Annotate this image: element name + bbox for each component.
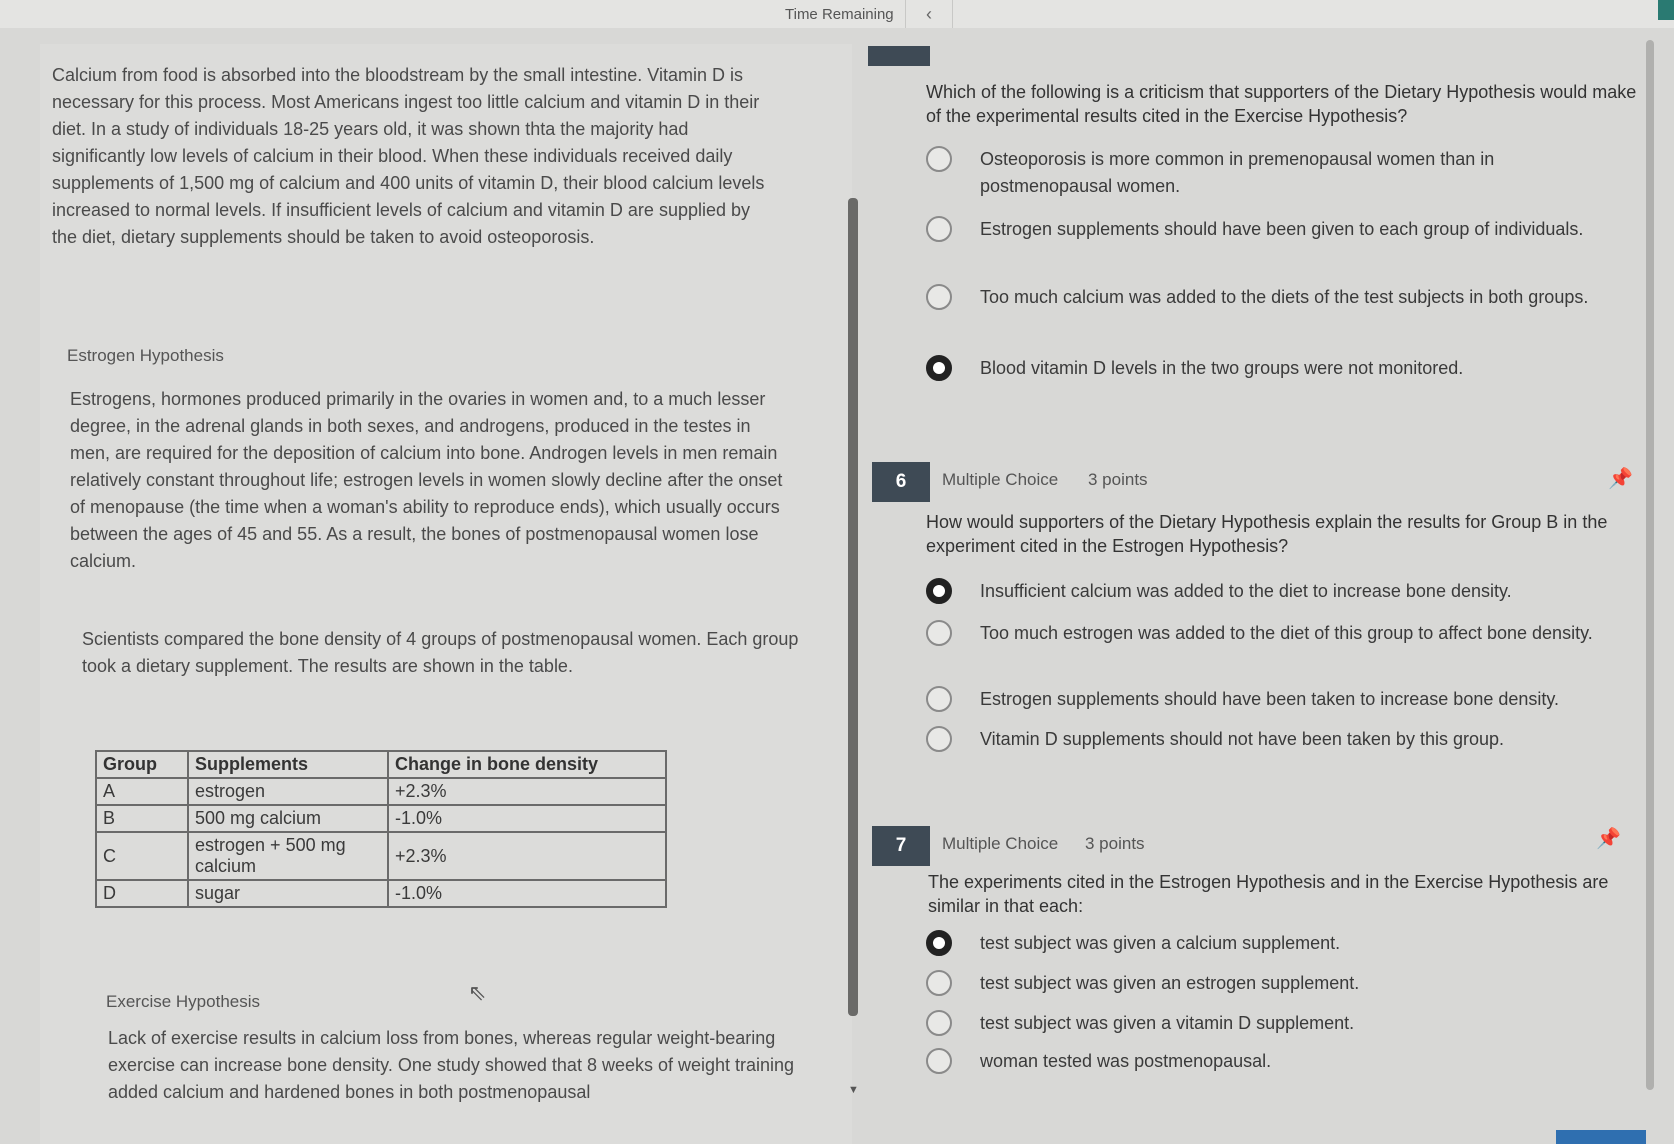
- table-cell: C: [96, 832, 188, 880]
- option-label: test subject was given a vitamin D supplement.: [980, 1013, 1355, 1033]
- passage-paragraph-exercise: Lack of exercise results in calcium loss from bones, whereas regular weight-bearing exercise can increase bone density. One study showed that 8 weeks of weight training added calcium and hardened bones in both postmenopausal: [108, 1028, 795, 1102]
- q6-prompt: How would supporters of the Dietary Hypothesis explain the results for Group B in the experiment cited in the Estrogen Hypothesis?: [926, 512, 1608, 556]
- option-label: Osteoporosis is more common in premenopausal women than in postmenopausal women.: [980, 149, 1495, 196]
- radio-button[interactable]: [926, 970, 952, 996]
- radio-button-selected[interactable]: [926, 578, 952, 604]
- chevron-left-icon: ‹: [926, 3, 932, 24]
- radio-button-selected[interactable]: [926, 355, 952, 381]
- table-cell: -1.0%: [388, 805, 666, 832]
- option-label: Blood vitamin D levels in the two groups were not monitored.: [980, 358, 1464, 378]
- passage-paragraph-experiment: Scientists compared the bone density of 4 groups of postmenopausal women. Each group took a dietary supplement. The results are shown in the table.: [82, 629, 799, 676]
- q5-option-a[interactable]: [926, 146, 1620, 200]
- table-cell: -1.0%: [388, 880, 666, 907]
- q5-option-b[interactable]: [926, 216, 1620, 243]
- right-scrollbar[interactable]: [1646, 40, 1654, 1090]
- q7-option-b[interactable]: [926, 970, 1620, 997]
- mouse-cursor-icon: ⇖: [468, 980, 487, 1005]
- top-bar: [0, 0, 1674, 28]
- corner-marker: [1658, 0, 1674, 20]
- table-header-group: Group: [96, 751, 188, 778]
- estrogen-hypothesis-heading: Estrogen Hypothesis: [67, 346, 224, 365]
- radio-button[interactable]: [926, 1010, 952, 1036]
- table-cell: estrogen: [188, 778, 388, 805]
- q7-option-a[interactable]: [926, 930, 1620, 957]
- q6-option-d[interactable]: [926, 726, 1620, 753]
- question-points: 3 points: [1088, 470, 1148, 489]
- radio-button[interactable]: [926, 726, 952, 752]
- q7-option-d[interactable]: [926, 1048, 1620, 1075]
- table-cell: B: [96, 805, 188, 832]
- pin-icon[interactable]: 📌: [1596, 828, 1621, 850]
- submit-button[interactable]: [1556, 1130, 1646, 1144]
- timer-label: Time Remaining: [785, 6, 894, 23]
- table-cell: A: [96, 778, 188, 805]
- option-label: Vitamin D supplements should not have been taken by this group.: [980, 729, 1504, 749]
- table-cell: sugar: [188, 880, 388, 907]
- question-type: Multiple Choice: [942, 834, 1059, 853]
- table-header-row: [96, 751, 666, 778]
- pane-divider-handle[interactable]: [848, 198, 858, 1016]
- q7-prompt: The experiments cited in the Estrogen Hypothesis and in the Exercise Hypothesis are similar in that each:: [928, 872, 1609, 916]
- table-cell: estrogen + 500 mg calcium: [188, 832, 388, 880]
- q5-option-c[interactable]: [926, 284, 1620, 311]
- passage-paragraph-dietary: Calcium from food is absorbed into the bloodstream by the small intestine. Vitamin D is necessary for this process. Most Americans ingest too little calcium and vitamin D in their diet. In a study of individuals 18-25 years old, it was shown thta the majority had significantly low levels of calcium in their blood. When these individuals received daily supplements of 1,500 mg of calcium and 400 units of vitamin D, their blood calcium levels increased to normal levels. If insufficient levels of calcium and vitamin D are supplied by the diet, dietary supplements should be taken to avoid osteoporosis.: [52, 65, 765, 247]
- option-label: test subject was given a calcium supplement.: [980, 933, 1341, 953]
- option-label: test subject was given an estrogen supplement.: [980, 973, 1360, 993]
- table-cell: D: [96, 880, 188, 907]
- pin-icon[interactable]: 📌: [1608, 468, 1633, 490]
- table-row: [96, 805, 666, 832]
- bone-density-table: [95, 750, 667, 908]
- option-label: Estrogen supplements should have been taken to increase bone density.: [980, 689, 1560, 709]
- option-label: Insufficient calcium was added to the diet to increase bone density.: [980, 581, 1512, 601]
- question-type: Multiple Choice: [942, 470, 1059, 489]
- exercise-hypothesis-heading: Exercise Hypothesis: [106, 992, 261, 1011]
- radio-button[interactable]: [926, 620, 952, 646]
- q5-option-d[interactable]: [926, 355, 1620, 382]
- q6-option-b[interactable]: [926, 620, 1620, 647]
- question-number-badge: 7: [872, 826, 930, 866]
- table-cell: +2.3%: [388, 832, 666, 880]
- radio-button[interactable]: [926, 686, 952, 712]
- table-row: [96, 832, 666, 880]
- passage-paragraph-estrogen: Estrogens, hormones produced primarily in the ovaries in women and, to a much lesser degree, in the adrenal glands in both sexes, and androgens, produced in the testes in men, are required for the deposition of calcium into bone. Androgen levels in men remain relatively constant throughout life; estrogen levels in women slowly decline after the onset of menopause (the time when a woman's ability to reproduce ends), which usually occurs between the ages of 45 and 55. As a result, the bones of postmenopausal women lose calcium.: [70, 389, 783, 571]
- question-number-badge: 6: [872, 462, 930, 502]
- table-cell: 500 mg calcium: [188, 805, 388, 832]
- q7-option-c[interactable]: [926, 1010, 1620, 1037]
- question-tab-strip: [868, 46, 930, 66]
- option-label: Too much calcium was added to the diets of the test subjects in both groups.: [980, 287, 1589, 307]
- radio-button[interactable]: [926, 216, 952, 242]
- q5-prompt: Which of the following is a criticism that supporters of the Dietary Hypothesis would make of the experimental results cited in the Exercise Hypothesis?: [926, 82, 1637, 126]
- table-row: [96, 880, 666, 907]
- timer-toggle-button[interactable]: [905, 0, 953, 28]
- question-points: 3 points: [1085, 834, 1145, 853]
- table-header-supplements: Supplements: [188, 751, 388, 778]
- option-label: Estrogen supplements should have been given to each group of individuals.: [980, 219, 1584, 239]
- table-cell: +2.3%: [388, 778, 666, 805]
- q6-option-c[interactable]: [926, 686, 1620, 713]
- option-label: woman tested was postmenopausal.: [980, 1051, 1272, 1071]
- scroll-down-icon[interactable]: ▼: [848, 1084, 859, 1096]
- radio-button-selected[interactable]: [926, 930, 952, 956]
- radio-button[interactable]: [926, 284, 952, 310]
- option-label: Too much estrogen was added to the diet of this group to affect bone density.: [980, 623, 1593, 643]
- radio-button[interactable]: [926, 1048, 952, 1074]
- table-row: [96, 778, 666, 805]
- radio-button[interactable]: [926, 146, 952, 172]
- table-header-change: Change in bone density: [388, 751, 666, 778]
- q6-option-a[interactable]: [926, 578, 1620, 605]
